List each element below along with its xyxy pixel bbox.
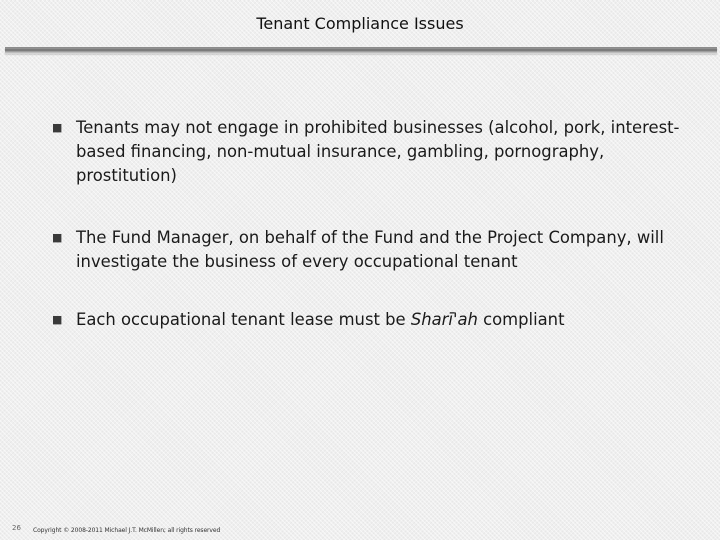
bullet-text: [76, 310, 565, 329]
page-number: 26: [12, 524, 21, 532]
bullet-text: Tenants may not engage in prohibited businesses (alcohol, pork, interest-based financing, non-mutual insurance, gambling, pornography, prostitution): [76, 118, 680, 185]
bullet-item: [48, 116, 688, 188]
copyright-notice: Copyright © 2008-2011 Michael J.T. McMillen; all rights reserved: [33, 527, 221, 534]
bullet-text-end: compliant: [477, 310, 565, 329]
bullet-list: [48, 116, 688, 332]
square-bullet-icon: ■: [52, 121, 63, 134]
square-bullet-icon: ■: [52, 231, 63, 244]
bullet-text-emphasis: Sharī'ah: [410, 310, 478, 329]
square-bullet-icon: ■: [52, 313, 63, 326]
bullet-item: [48, 226, 688, 274]
bullet-text-start: Each occupational tenant lease must be: [76, 310, 411, 329]
bullet-text: The Fund Manager, on behalf of the Fund and the Project Company, will investigate the business of every occupational tenant: [76, 228, 664, 271]
slide-title: Tenant Compliance Issues: [256, 14, 464, 33]
title-divider: [5, 47, 717, 54]
bullet-item: [48, 308, 688, 332]
